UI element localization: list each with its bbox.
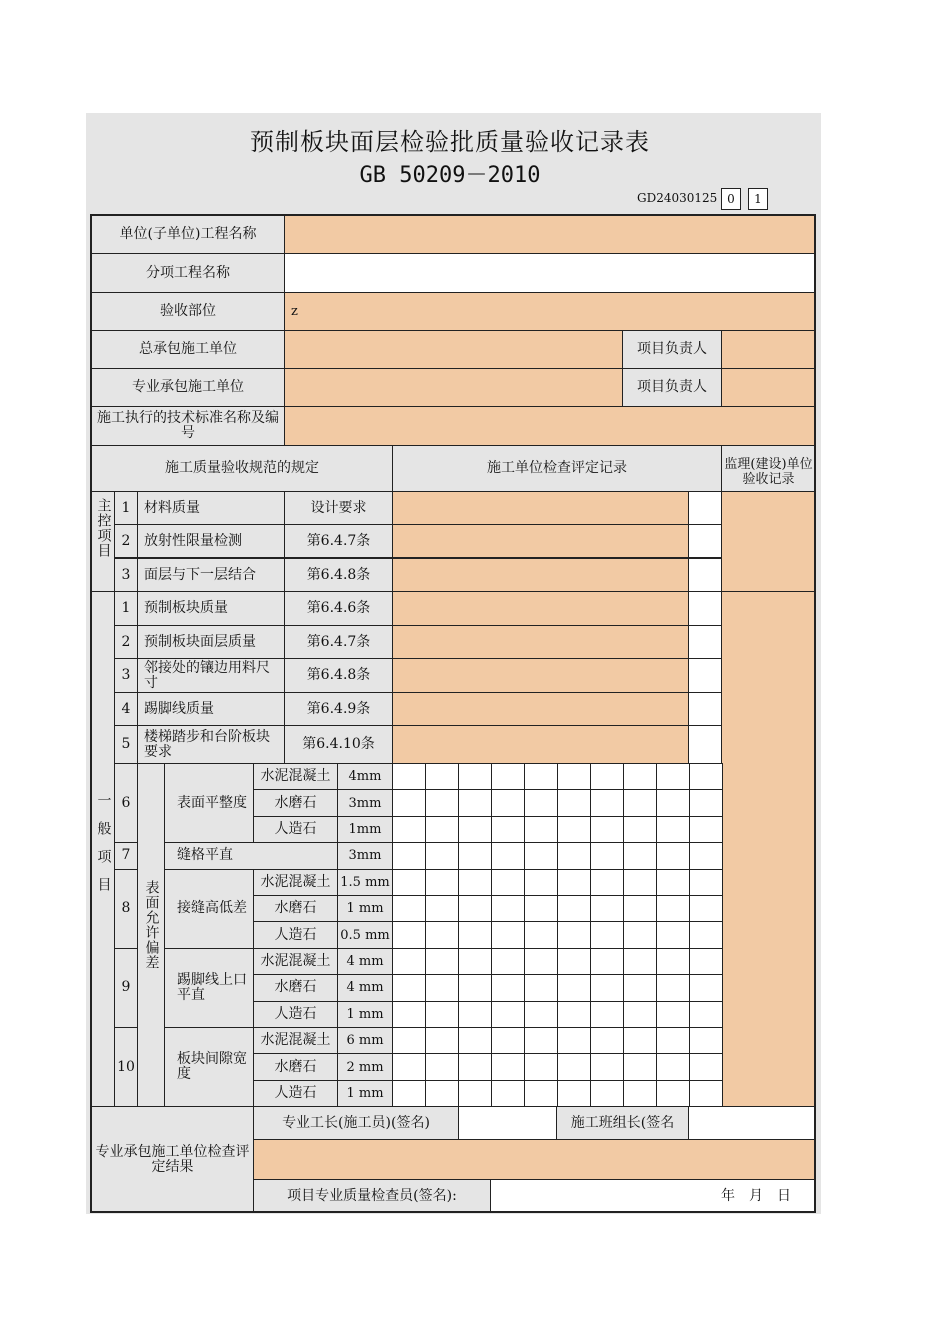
measurement-cell[interactable] (656, 895, 690, 922)
main-control-acceptance[interactable] (721, 491, 816, 592)
measurement-cell[interactable] (623, 921, 657, 948)
measurement-cell[interactable] (524, 789, 558, 816)
measurement-cell[interactable] (590, 895, 624, 922)
form-code: GD24030125 (637, 191, 718, 205)
measurement-cell[interactable] (524, 1027, 558, 1054)
unit-project-field[interactable] (284, 215, 816, 254)
measurement-cell[interactable] (392, 974, 426, 1001)
measurement-cell[interactable] (656, 869, 690, 896)
deviation-tolerance: 4mm (337, 763, 393, 790)
measurement-cell[interactable] (458, 1001, 492, 1028)
general-item-record[interactable] (392, 692, 689, 726)
measurement-cell[interactable] (656, 842, 690, 869)
result-label: 专业承包施工单位检查评定结果 (91, 1106, 254, 1213)
specialty-contractor-field[interactable] (284, 368, 623, 407)
measurement-cell[interactable] (491, 1001, 525, 1028)
main-control-group-label: 主控项目 (91, 491, 115, 592)
specialty-contractor-label: 专业承包施工单位 (91, 368, 285, 407)
main-item-record[interactable] (392, 491, 689, 525)
deviation-item-no: 6 (114, 763, 138, 843)
measurement-cell[interactable] (689, 1001, 723, 1028)
measurement-cell[interactable] (689, 789, 723, 816)
measurement-cell[interactable] (590, 974, 624, 1001)
measurement-cell[interactable] (458, 1080, 492, 1107)
deviation-material: 水磨石 (253, 789, 338, 816)
general-contractor-label: 总承包施工单位 (91, 330, 285, 369)
project-manager-field-2[interactable] (721, 368, 816, 407)
main-item-no: 2 (114, 524, 138, 558)
measurement-cell[interactable] (689, 869, 723, 896)
deviation-tolerance: 0.5 mm (337, 921, 393, 948)
deviation-material: 人造石 (253, 921, 338, 948)
foreman-label: 专业工长(施工员)(签名) (253, 1106, 459, 1140)
deviation-tolerance: 1 mm (337, 895, 393, 922)
general-item-name: 预制板块面层质量 (137, 625, 285, 659)
form-title: 预制板块面层检验批质量验收记录表 (250, 128, 650, 156)
measurement-cell[interactable] (656, 763, 690, 790)
deviation-tolerance: 4 mm (337, 948, 393, 975)
general-item-no: 3 (114, 658, 138, 693)
measurement-cell[interactable] (656, 1027, 690, 1054)
measurement-cell[interactable] (491, 1027, 525, 1054)
acceptance-header: 监理(建设)单位验收记录 (721, 445, 816, 492)
project-manager-field-1[interactable] (721, 330, 816, 369)
measurement-cell[interactable] (557, 816, 591, 843)
measurement-cell[interactable] (557, 842, 591, 869)
measurement-cell[interactable] (557, 974, 591, 1001)
main-item-no: 3 (114, 558, 138, 592)
measurement-cell[interactable] (656, 1080, 690, 1107)
measurement-cell[interactable] (557, 1080, 591, 1107)
deviation-item-name: 缝格平直 (164, 842, 338, 869)
general-item-req: 第6.4.7条 (284, 625, 393, 659)
general-item-check[interactable] (688, 625, 722, 659)
code-box-2[interactable]: 1 (748, 188, 768, 210)
general-item-name: 踢脚线质量 (137, 692, 285, 726)
general-item-check[interactable] (688, 692, 722, 726)
measurement-cell[interactable] (425, 948, 459, 975)
measurement-cell[interactable] (524, 816, 558, 843)
measurement-cell[interactable] (590, 842, 624, 869)
measurement-cell[interactable] (491, 816, 525, 843)
measurement-cell[interactable] (425, 974, 459, 1001)
measurement-cell[interactable] (557, 921, 591, 948)
measurement-cell[interactable] (689, 1080, 723, 1107)
measurement-cell[interactable] (590, 869, 624, 896)
deviation-group-label: 表面允许偏差 (137, 763, 165, 1107)
measurement-cell[interactable] (656, 789, 690, 816)
measurement-cell[interactable] (392, 1001, 426, 1028)
project-manager-label-1: 项目负责人 (622, 330, 722, 369)
measurement-cell[interactable] (623, 1080, 657, 1107)
unit-project-label: 单位(子单位)工程名称 (91, 215, 285, 254)
measurement-cell[interactable] (590, 816, 624, 843)
measurement-cell[interactable] (491, 948, 525, 975)
sub-project-field[interactable] (284, 253, 816, 293)
deviation-tolerance: 6 mm (337, 1027, 393, 1054)
deviation-material: 水泥混凝土 (253, 763, 338, 790)
team-leader-label: 施工班组长(签名 (556, 1106, 689, 1140)
measurement-cell[interactable] (590, 763, 624, 790)
general-contractor-field[interactable] (284, 330, 623, 369)
measurement-cell[interactable] (590, 1027, 624, 1054)
general-item-req: 第6.4.8条 (284, 658, 393, 693)
result-field[interactable] (253, 1139, 816, 1180)
measurement-cell[interactable] (425, 816, 459, 843)
deviation-item-no: 7 (114, 842, 138, 869)
measurement-cell[interactable] (458, 948, 492, 975)
general-item-name: 邻接处的镶边用料尺寸 (137, 658, 285, 693)
measurement-cell[interactable] (656, 1053, 690, 1080)
standard-name-label: 施工执行的技术标准名称及编号 (91, 406, 285, 446)
measurement-cell[interactable] (689, 1027, 723, 1054)
measurement-cell[interactable] (656, 974, 690, 1001)
measurement-cell[interactable] (590, 789, 624, 816)
general-item-record[interactable] (392, 625, 689, 659)
general-item-check[interactable] (688, 591, 722, 626)
measurement-cell[interactable] (623, 763, 657, 790)
deviation-item-name: 踢脚线上口平直 (164, 948, 254, 1028)
general-item-no: 5 (114, 725, 138, 764)
measurement-cell[interactable] (524, 1053, 558, 1080)
measurement-cell[interactable] (524, 842, 558, 869)
measurement-cell[interactable] (623, 1027, 657, 1054)
measurement-cell[interactable] (689, 948, 723, 975)
measurement-cell[interactable] (557, 1027, 591, 1054)
measurement-cell[interactable] (392, 869, 426, 896)
measurement-cell[interactable] (425, 842, 459, 869)
general-group-label: 一般项目 (91, 591, 115, 1107)
measurement-cell[interactable] (425, 895, 459, 922)
main-item-record[interactable] (392, 524, 689, 558)
measurement-cell[interactable] (557, 789, 591, 816)
main-item-record[interactable] (392, 558, 689, 592)
general-acceptance[interactable] (721, 591, 816, 1107)
measurement-cell[interactable] (458, 816, 492, 843)
main-item-check[interactable] (688, 491, 722, 525)
measurement-cell[interactable] (392, 763, 426, 790)
measurement-cell[interactable] (491, 895, 525, 922)
measurement-cell[interactable] (623, 895, 657, 922)
measurement-cell[interactable] (491, 974, 525, 1001)
main-item-name: 放射性限量检测 (137, 524, 285, 558)
measurement-cell[interactable] (524, 1080, 558, 1107)
general-item-req: 第6.4.6条 (284, 591, 393, 626)
record-header: 施工单位检查评定记录 (392, 445, 722, 492)
measurement-cell[interactable] (392, 1053, 426, 1080)
measurement-cell[interactable] (689, 921, 723, 948)
measurement-cell[interactable] (590, 921, 624, 948)
deviation-tolerance: 2 mm (337, 1053, 393, 1080)
measurement-cell[interactable] (425, 921, 459, 948)
general-item-record[interactable] (392, 658, 689, 693)
measurement-cell[interactable] (590, 1001, 624, 1028)
main-item-check[interactable] (688, 558, 722, 592)
form-standard: GB 50209－2010 (359, 163, 541, 188)
deviation-item-name: 板块间隙宽度 (164, 1027, 254, 1107)
deviation-item-no: 10 (114, 1027, 138, 1107)
measurement-cell[interactable] (590, 1053, 624, 1080)
inspection-part-label: 验收部位 (91, 292, 285, 331)
measurement-cell[interactable] (557, 763, 591, 790)
general-item-req: 第6.4.9条 (284, 692, 393, 726)
measurement-cell[interactable] (458, 789, 492, 816)
deviation-material: 水磨石 (253, 1053, 338, 1080)
general-item-check[interactable] (688, 725, 722, 764)
foreman-signature-field[interactable] (458, 1106, 557, 1140)
inspector-label: 项目专业质量检查员(签名): (253, 1179, 491, 1213)
measurement-cell[interactable] (392, 842, 426, 869)
measurement-cell[interactable] (689, 1053, 723, 1080)
measurement-cell[interactable] (392, 921, 426, 948)
measurement-cell[interactable] (458, 763, 492, 790)
general-item-record[interactable] (392, 725, 689, 764)
measurement-cell[interactable] (623, 816, 657, 843)
measurement-cell[interactable] (458, 895, 492, 922)
measurement-cell[interactable] (557, 895, 591, 922)
measurement-cell[interactable] (458, 869, 492, 896)
deviation-tolerance: 1 mm (337, 1080, 393, 1107)
measurement-cell[interactable] (524, 921, 558, 948)
code-box-1[interactable]: 0 (721, 188, 741, 210)
main-item-check[interactable] (688, 524, 722, 558)
measurement-cell[interactable] (623, 1053, 657, 1080)
deviation-tolerance: 1mm (337, 816, 393, 843)
inspection-date[interactable]: 年 月 日 (490, 1179, 816, 1213)
measurement-cell[interactable] (491, 921, 525, 948)
deviation-item-no: 9 (114, 948, 138, 1028)
general-item-check[interactable] (688, 658, 722, 693)
general-item-name: 楼梯踏步和台阶板块要求 (137, 725, 285, 764)
measurement-cell[interactable] (425, 869, 459, 896)
measurement-cell[interactable] (425, 1027, 459, 1054)
deviation-tolerance: 4 mm (337, 974, 393, 1001)
deviation-tolerance: 3mm (337, 842, 393, 869)
measurement-cell[interactable] (491, 789, 525, 816)
measurement-cell[interactable] (458, 1053, 492, 1080)
measurement-cell[interactable] (392, 948, 426, 975)
measurement-cell[interactable] (590, 1080, 624, 1107)
main-item-name: 面层与下一层结合 (137, 558, 285, 592)
measurement-cell[interactable] (656, 816, 690, 843)
measurement-cell[interactable] (524, 948, 558, 975)
measurement-cell[interactable] (623, 789, 657, 816)
general-item-name: 预制板块质量 (137, 591, 285, 626)
measurement-cell[interactable] (557, 948, 591, 975)
measurement-cell[interactable] (458, 842, 492, 869)
deviation-material: 人造石 (253, 816, 338, 843)
deviation-material: 水泥混凝土 (253, 869, 338, 896)
deviation-tolerance: 1 mm (337, 1001, 393, 1028)
deviation-material: 水磨石 (253, 895, 338, 922)
measurement-cell[interactable] (425, 1053, 459, 1080)
deviation-material: 水磨石 (253, 974, 338, 1001)
general-item-no: 4 (114, 692, 138, 726)
measurement-cell[interactable] (425, 763, 459, 790)
general-item-req: 第6.4.10条 (284, 725, 393, 764)
measurement-cell[interactable] (623, 842, 657, 869)
deviation-item-no: 8 (114, 869, 138, 949)
deviation-tolerance: 1.5 mm (337, 869, 393, 896)
deviation-material: 人造石 (253, 1080, 338, 1107)
measurement-cell[interactable] (656, 948, 690, 975)
project-manager-label-2: 项目负责人 (622, 368, 722, 407)
measurement-cell[interactable] (689, 763, 723, 790)
general-item-no: 1 (114, 591, 138, 626)
general-item-record[interactable] (392, 591, 689, 626)
measurement-cell[interactable] (524, 763, 558, 790)
measurement-cell[interactable] (491, 869, 525, 896)
deviation-tolerance: 3mm (337, 789, 393, 816)
measurement-cell[interactable] (689, 895, 723, 922)
measurement-cell[interactable] (392, 789, 426, 816)
measurement-cell[interactable] (524, 1001, 558, 1028)
measurement-cell[interactable] (458, 921, 492, 948)
measurement-cell[interactable] (491, 1080, 525, 1107)
measurement-cell[interactable] (425, 1001, 459, 1028)
measurement-cell[interactable] (656, 1001, 690, 1028)
deviation-item-name: 接缝高低差 (164, 869, 254, 949)
measurement-cell[interactable] (623, 974, 657, 1001)
measurement-cell[interactable] (458, 1027, 492, 1054)
deviation-material: 水泥混凝土 (253, 1027, 338, 1054)
team-leader-signature-field[interactable] (688, 1106, 816, 1140)
main-item-name: 材料质量 (137, 491, 285, 525)
main-item-req: 第6.4.7条 (284, 524, 393, 558)
measurement-cell[interactable] (623, 1001, 657, 1028)
rules-header: 施工质量验收规范的规定 (91, 445, 393, 492)
measurement-cell[interactable] (392, 816, 426, 843)
measurement-cell[interactable] (689, 816, 723, 843)
measurement-cell[interactable] (491, 842, 525, 869)
measurement-cell[interactable] (392, 895, 426, 922)
measurement-cell[interactable] (656, 921, 690, 948)
measurement-cell[interactable] (524, 974, 558, 1001)
standard-name-field[interactable] (284, 406, 816, 446)
measurement-cell[interactable] (392, 1027, 426, 1054)
measurement-cell[interactable] (557, 1001, 591, 1028)
measurement-cell[interactable] (458, 974, 492, 1001)
measurement-cell[interactable] (524, 895, 558, 922)
measurement-cell[interactable] (689, 842, 723, 869)
measurement-cell[interactable] (392, 1080, 426, 1107)
deviation-item-name: 表面平整度 (164, 763, 254, 843)
measurement-cell[interactable] (491, 763, 525, 790)
measurement-cell[interactable] (689, 974, 723, 1001)
main-item-no: 1 (114, 491, 138, 525)
deviation-material: 人造石 (253, 1001, 338, 1028)
measurement-cell[interactable] (557, 1053, 591, 1080)
measurement-cell[interactable] (425, 1080, 459, 1107)
deviation-material: 水泥混凝土 (253, 948, 338, 975)
measurement-cell[interactable] (425, 789, 459, 816)
inspection-part-field[interactable]: z (284, 292, 816, 331)
measurement-cell[interactable] (557, 869, 591, 896)
measurement-cell[interactable] (491, 1053, 525, 1080)
main-item-req: 设计要求 (284, 491, 393, 525)
sub-project-label: 分项工程名称 (91, 253, 285, 293)
measurement-cell[interactable] (590, 948, 624, 975)
measurement-cell[interactable] (623, 869, 657, 896)
measurement-cell[interactable] (623, 948, 657, 975)
measurement-cell[interactable] (524, 869, 558, 896)
general-item-no: 2 (114, 625, 138, 659)
main-item-req: 第6.4.8条 (284, 558, 393, 592)
